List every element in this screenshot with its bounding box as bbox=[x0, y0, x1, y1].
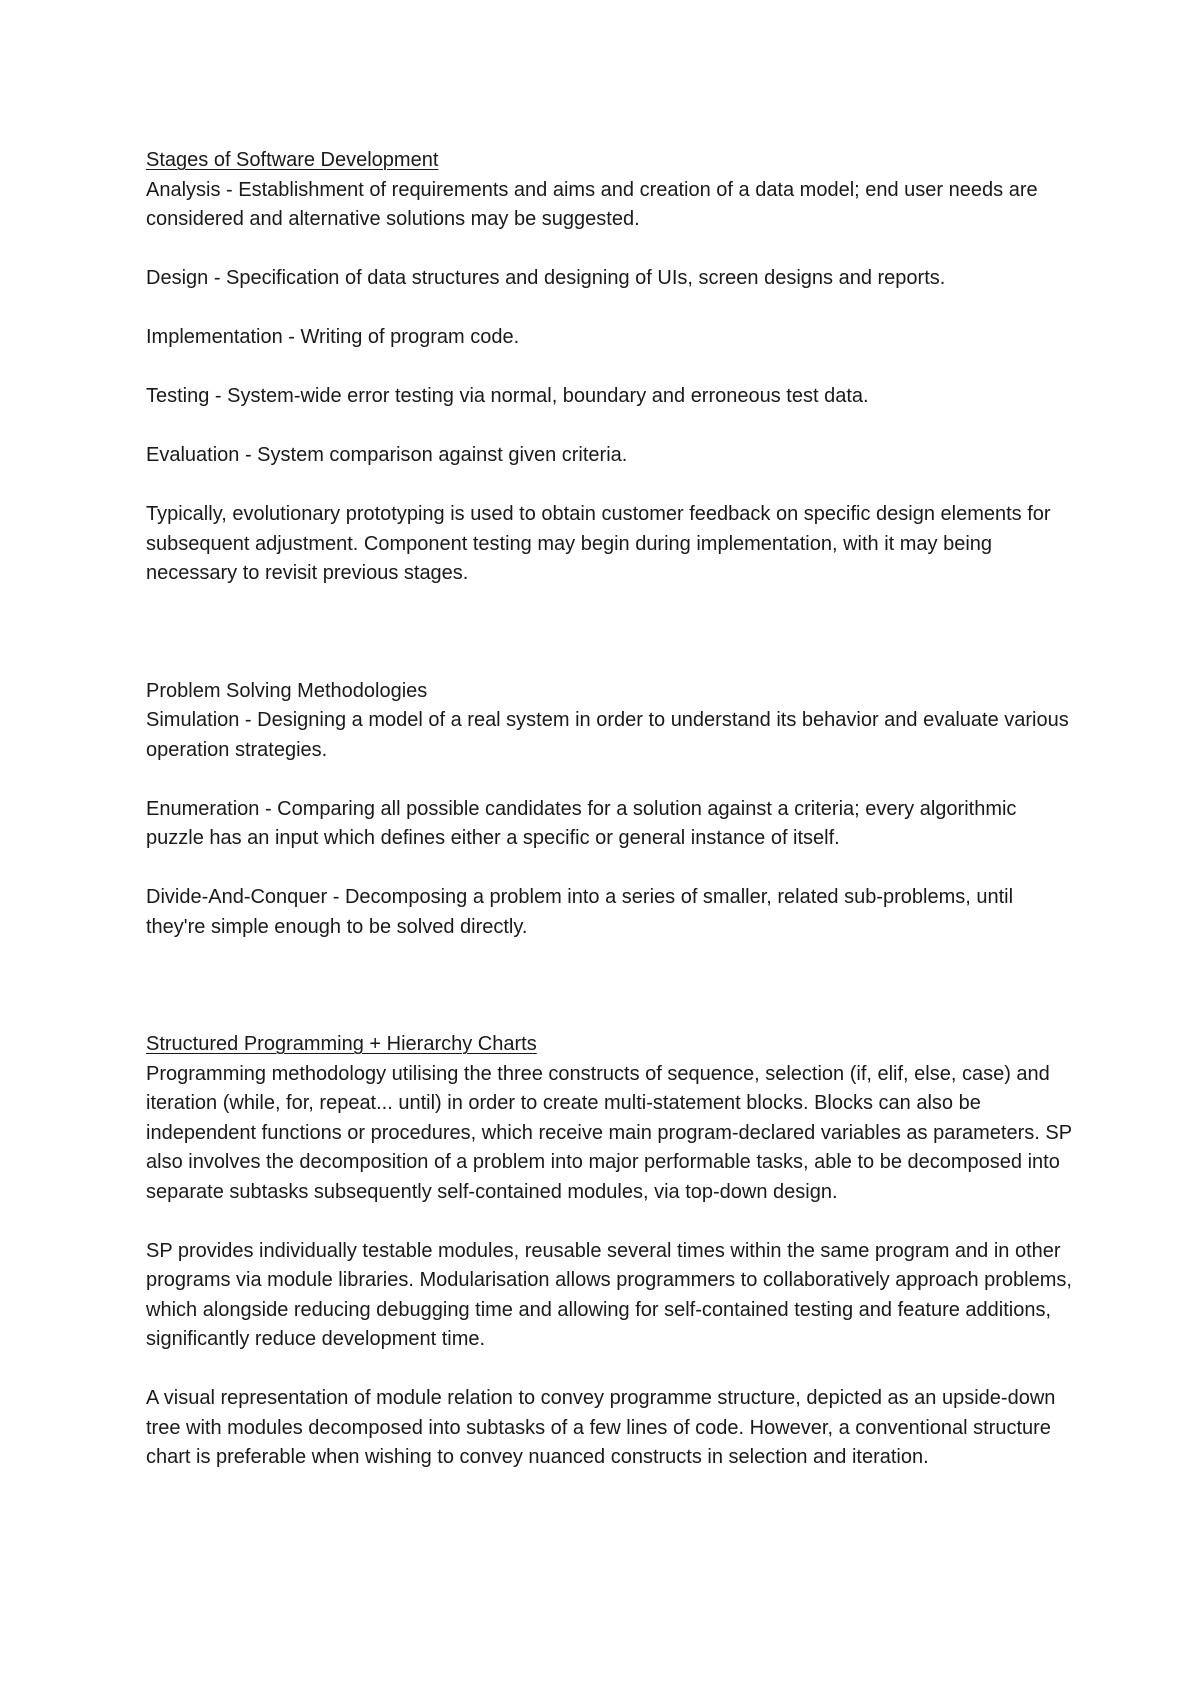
paragraph-evaluation: Evaluation - System comparison against given criteria. bbox=[146, 444, 628, 466]
section-heading: Structured Programming + Hierarchy Charts bbox=[146, 1033, 537, 1055]
section-structured-programming bbox=[146, 1030, 1076, 1473]
paragraph-simulation: Simulation - Designing a model of a real system in order to understand its behavior and evaluate various operation strategies. bbox=[146, 709, 1069, 761]
paragraph-implementation: Implementation - Writing of program code. bbox=[146, 326, 520, 348]
document-page bbox=[146, 146, 1076, 1473]
section-heading: Stages of Software Development bbox=[146, 149, 439, 171]
paragraph-sp-benefits: SP provides individually testable modules, reusable several times within the same program and in other programs via module libraries. Modularisation allows programmers to collaboratively approach problems, which alongside reducing debugging time and allowing for self-contained testing and feature additions, significantly reduce development time. bbox=[146, 1239, 1072, 1350]
paragraph-sp-methodology: Programming methodology utilising the three constructs of sequence, selection (if, elif, else, case) and iteration (while, for, repeat... until) in order to create multi-statement blocks. Blocks can also be independent functions or procedures, which receive main program-declared variables as parameters. SP also involves the decomposition of a problem into major performable tasks, able to be decomposed into separate subtasks subsequently self-contained modules, via top-down design. bbox=[146, 1062, 1072, 1203]
paragraph-divide-and-conquer: Divide-And-Conquer - Decomposing a problem into a series of smaller, related sub-problems, until they're simple enough to be solved directly. bbox=[146, 886, 1014, 938]
paragraph-analysis: Analysis - Establishment of requirements and aims and creation of a data model; end user needs are considered and alternative solutions may be suggested. bbox=[146, 178, 1038, 230]
paragraph-hierarchy-charts: A visual representation of module relation to convey programme structure, depicted as an upside-down tree with modules decomposed into subtasks of a few lines of code. However, a conventional structure chart is preferable when wishing to convey nuanced constructs in selection and iteration. bbox=[146, 1387, 1056, 1468]
paragraph-design: Design - Specification of data structures and designing of UIs, screen designs and reports. bbox=[146, 267, 946, 289]
paragraph-testing: Testing - System-wide error testing via normal, boundary and erroneous test data. bbox=[146, 385, 869, 407]
section-heading: Problem Solving Methodologies bbox=[146, 679, 428, 702]
paragraph-prototyping-note: Typically, evolutionary prototyping is used to obtain customer feedback on specific design elements for subsequent adjustment. Component testing may begin during implementation, with it may being necessary to revisit previous stages. bbox=[146, 503, 1051, 584]
paragraph-enumeration: Enumeration - Comparing all possible candidates for a solution against a criteria; every algorithmic puzzle has an input which defines either a specific or general instance of itself. bbox=[146, 797, 1017, 849]
section-problem-solving-methodologies bbox=[146, 677, 1076, 943]
section-stages-of-software-development bbox=[146, 146, 1076, 589]
